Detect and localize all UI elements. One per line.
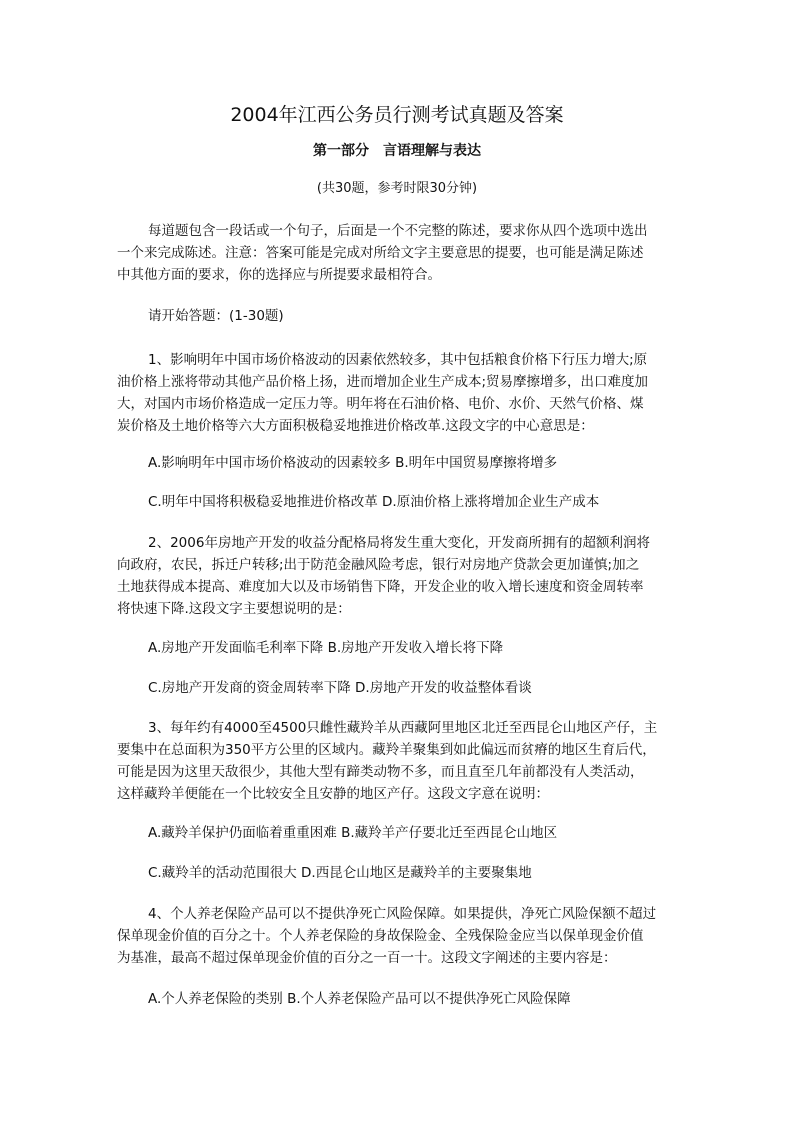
question-1-text-line: 1、影响明年中国市场价格波动的因素依然较多，其中包括粮食价格下行压力增大;原 <box>148 352 648 368</box>
question-2-text-line: 2、2006年房地产开发的收益分配格局将发生重大变化，开发商所拥有的超额利润将 <box>148 535 650 551</box>
question-2-text-line: 将快速下降.这段文字主要想说明的是： <box>117 601 351 617</box>
intro-line: 每道题包含一段话或一个句子，后面是一个不完整的陈述，要求你从四个选项中选出 <box>148 223 648 239</box>
question-4-text-line: 为基准，最高不超过保单现金价值的百分之一百一十。这段文字阐述的主要内容是： <box>117 950 617 966</box>
section-heading: 第一部分 言语理解与表达 <box>313 143 481 159</box>
intro-line: 中其他方面的要求，你的选择应与所提要求最相符合。 <box>117 267 441 283</box>
question-1-text-line: 大，对国内市场价格造成一定压力等。明年将在石油价格、电价、水价、天然气价格、煤 <box>117 396 644 412</box>
question-2-options-line: A.房地产开发面临毛利率下降 B.房地产开发收入增长将下降 <box>148 640 504 656</box>
intro-line: 一个来完成陈述。注意：答案可能是完成对所给文字主要意思的提要，也可能是满足陈述 <box>117 245 644 261</box>
question-3-text-line: 这样藏羚羊便能在一个比较安全且安静的地区产仔。这段文字意在说明： <box>117 786 549 802</box>
question-2-text-line: 向政府，农民，拆迁户转移;出于防范金融风险考虑，银行对房地产贷款会更加谨慎;加之 <box>117 557 640 573</box>
question-4-options-line: A.个人养老保险的类别 B.个人养老保险产品可以不提供净死亡风险保障 <box>148 991 571 1007</box>
question-4-text-line: 4、个人养老保险产品可以不提供净死亡风险保障。如果提供，净死亡风险保额不超过 <box>148 906 657 922</box>
question-1-options-line: A.影响明年中国市场价格波动的因素较多 B.明年中国贸易摩擦将增多 <box>148 455 558 471</box>
question-2-options-line: C.房地产开发商的资金周转率下降 D.房地产开发的收益整体看谈 <box>148 680 532 696</box>
question-1-options-line: C.明年中国将积极稳妥地推进价格改革 D.原油价格上涨将增加企业生产成本 <box>148 494 600 510</box>
document-title: 2004年江西公务员行测考试真题及答案 <box>230 104 564 126</box>
question-3-text-line: 可能是因为这里天敌很少，其他大型有蹄类动物不多，而且直至几年前都没有人类活动， <box>117 764 644 780</box>
question-1-text-line: 油价格上涨将带动其他产品价格上扬，进而增加企业生产成本;贸易摩擦增多，出口难度加 <box>117 374 649 390</box>
question-1-text-line: 炭价格及土地价格等六大方面积极稳妥地推进价格改革.这段文字的中心意思是： <box>117 418 594 434</box>
question-3-options-line: A.藏羚羊保护仍面临着重重困难 B.藏羚羊产仔要北迁至西昆仑山地区 <box>148 825 558 841</box>
start-instruction: 请开始答题：(1-30题) <box>148 308 284 324</box>
question-4-text-line: 保单现金价值的百分之十。个人养老保险的身故保险金、全残保险金应当以保单现金价值 <box>117 928 644 944</box>
question-2-text-line: 土地获得成本提高、难度加大以及市场销售下降，开发企业的收入增长速度和资金周转率 <box>117 579 644 595</box>
question-3-options-line: C.藏羚羊的活动范围很大 D.西昆仑山地区是藏羚羊的主要聚集地 <box>148 865 532 881</box>
question-3-text-line: 3、每年约有4000至4500只雌性藏羚羊从西藏阿里地区北迁至西昆仑山地区产仔，主 <box>148 720 658 736</box>
section-note: (共30题，参考时限30分钟) <box>316 181 478 196</box>
question-3-text-line: 要集中在总面积为350平方公里的区域内。藏羚羊聚集到如此偏远而贫瘠的地区生育后代， <box>117 742 656 758</box>
